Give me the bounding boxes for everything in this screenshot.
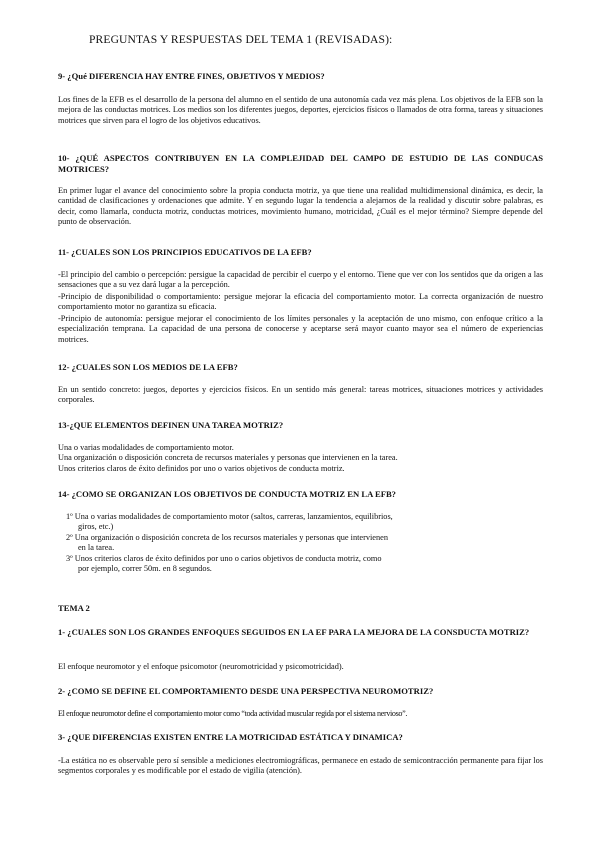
tema2-question-3-heading: 3- ¿QUE DIFERENCIAS EXISTEN ENTRE LA MOTRICIDAD ESTÁTICA Y DINAMICA? — [58, 732, 403, 742]
question-10-heading: 10- ¿QUÉ ASPECTOS CONTRIBUYEN EN LA COMPLEJIDAD DEL CAMPO DE ESTUDIO DE LAS CONDUCAS MOTRICES? — [58, 153, 543, 174]
tema2-question-1-heading: 1- ¿CUALES SON LOS GRANDES ENFOQUES SEGUIDOS EN LA EF PARA LA MEJORA DE LA CONSDUCTA MOTRIZ? — [58, 627, 530, 637]
question-13-element-1: Una o varias modalidades de comportamiento motor. — [58, 443, 234, 452]
tema2-question-2-answer: El enfoque neuromotor define el comportamiento motor como “toda actividad muscular regida por el sistema nervioso”. — [58, 709, 408, 718]
question-9-answer: Los fines de la EFB es el desarrollo de la persona del alumno en el sentido de una autonomía cada vez más plena. Los objetivos de la EFB son la mejora de las conductas motrices. Los medios son los diferentes juegos, deportes, ejercicios físicos o llamados de otra forma, tareas y situaciones motrices que sirven para el logro de los objetivos educativos. — [58, 95, 543, 125]
question-13-element-3: Unos criterios claros de éxito definidos por uno o varios objetivos de conducta motriz. — [58, 463, 345, 473]
question-10-answer: En primer lugar el avance del conocimiento sobre la propia conducta motriz, ya que tiene una realidad multidimensional dinámica, es decir, la cantidad de clasificaciones y ordenaciones que admite. Y en segundo lugar la tendencia a alejarnos de la realidad y discutir sobre palabras, es decir, como llamarla, conducta motriz, conductas motrices, movimiento humano, motricidad, ¿Cuál es el mejor término? Siempre depende del punto de observación. — [58, 186, 543, 227]
question-14-item-2-cont: en la tarea. — [78, 543, 115, 553]
question-14-item-2: 2º Una organización o disposición concreta de los recursos materiales y personas que intervienen — [66, 532, 388, 542]
question-14-heading: 14- ¿COMO SE ORGANIZAN LOS OBJETIVOS DE CONDUCTA MOTRIZ EN LA EFB? — [58, 489, 396, 499]
question-13-answer — [58, 443, 543, 474]
question-14-item-3: 3º Unos criterios claros de éxito definidos por uno o carios objetivos de conducta motriz, como — [66, 553, 382, 563]
question-12-heading: 12- ¿CUALES SON LOS MEDIOS DE LA EFB? — [58, 362, 238, 372]
document-title: PREGUNTAS Y RESPUESTAS DEL TEMA 1 (REVISADAS): — [89, 33, 393, 46]
question-14-item-1-cont: giros, etc.) — [78, 522, 114, 532]
question-11-heading: 11- ¿CUALES SON LOS PRINCIPIOS EDUCATIVOS DE LA EFB? — [58, 247, 312, 257]
question-13-element-2: Una organización o disposición concreta de recursos materiales y personas que intervienen en la tarea. — [58, 453, 398, 463]
tema2-question-3-answer: -La estática no es observable pero sí sensible a mediciones electromiográficas, permanece en estado de semicontracción permanente para fijar los segmentos corporales y es modificable por el estado de vigilia (atención). — [58, 756, 543, 776]
question-11-principle-availability: -Principio de disponibilidad o comportamiento: persigue mejorar la eficacia del comportamiento motor. La correcta organización de nuestro comportamiento motor no garantiza su eficacia. — [58, 292, 543, 312]
question-11-principle-change: -El principio del cambio o percepción: persigue la capacidad de percibir el cuerpo y el entorno. Tiene que ver con los sentidos que da origen a las sensaciones que a su vez dará lugar a la percepción. — [58, 270, 543, 290]
question-14-answer — [58, 512, 543, 574]
question-9-heading: 9- ¿Qué DIFERENCIA HAY ENTRE FINES, OBJETIVOS Y MEDIOS? — [58, 71, 325, 81]
tema2-question-2-heading: 2- ¿COMO SE DEFINE EL COMPORTAMIENTO DESDE UNA PERSPECTIVA NEUROMOTRIZ? — [58, 686, 434, 696]
tema2-question-1-answer: El enfoque neuromotor y el enfoque psicomotor (neuromotricidad y psicomotricidad). — [58, 662, 344, 671]
question-14-item-1: 1º Una o varias modalidades de comportamiento motor (saltos, carreras, lanzamientos, equilibrios, — [66, 512, 393, 521]
question-12-answer: En un sentido concreto: juegos, deportes y ejercicios físicos. En un sentido más general: tareas motrices, situaciones motrices y actividades corporales. — [58, 385, 543, 405]
question-14-item-3-cont: por ejemplo, correr 50m. en 8 segundos. — [78, 564, 212, 574]
question-11-principle-autonomy: -Principio de autonomía: persigue mejorar el conocimiento de los límites personales y la aceptación de uno mismo, con enfoque crítico a la especialización temprana. La capacidad de una persona de conocerse y aceptarse será mayor cuanto mayor sea el número de experiencias motrices. — [58, 314, 543, 344]
section-heading-tema-2: TEMA 2 — [58, 603, 90, 613]
question-13-heading: 13-¿QUE ELEMENTOS DEFINEN UNA TAREA MOTRIZ? — [58, 420, 284, 430]
